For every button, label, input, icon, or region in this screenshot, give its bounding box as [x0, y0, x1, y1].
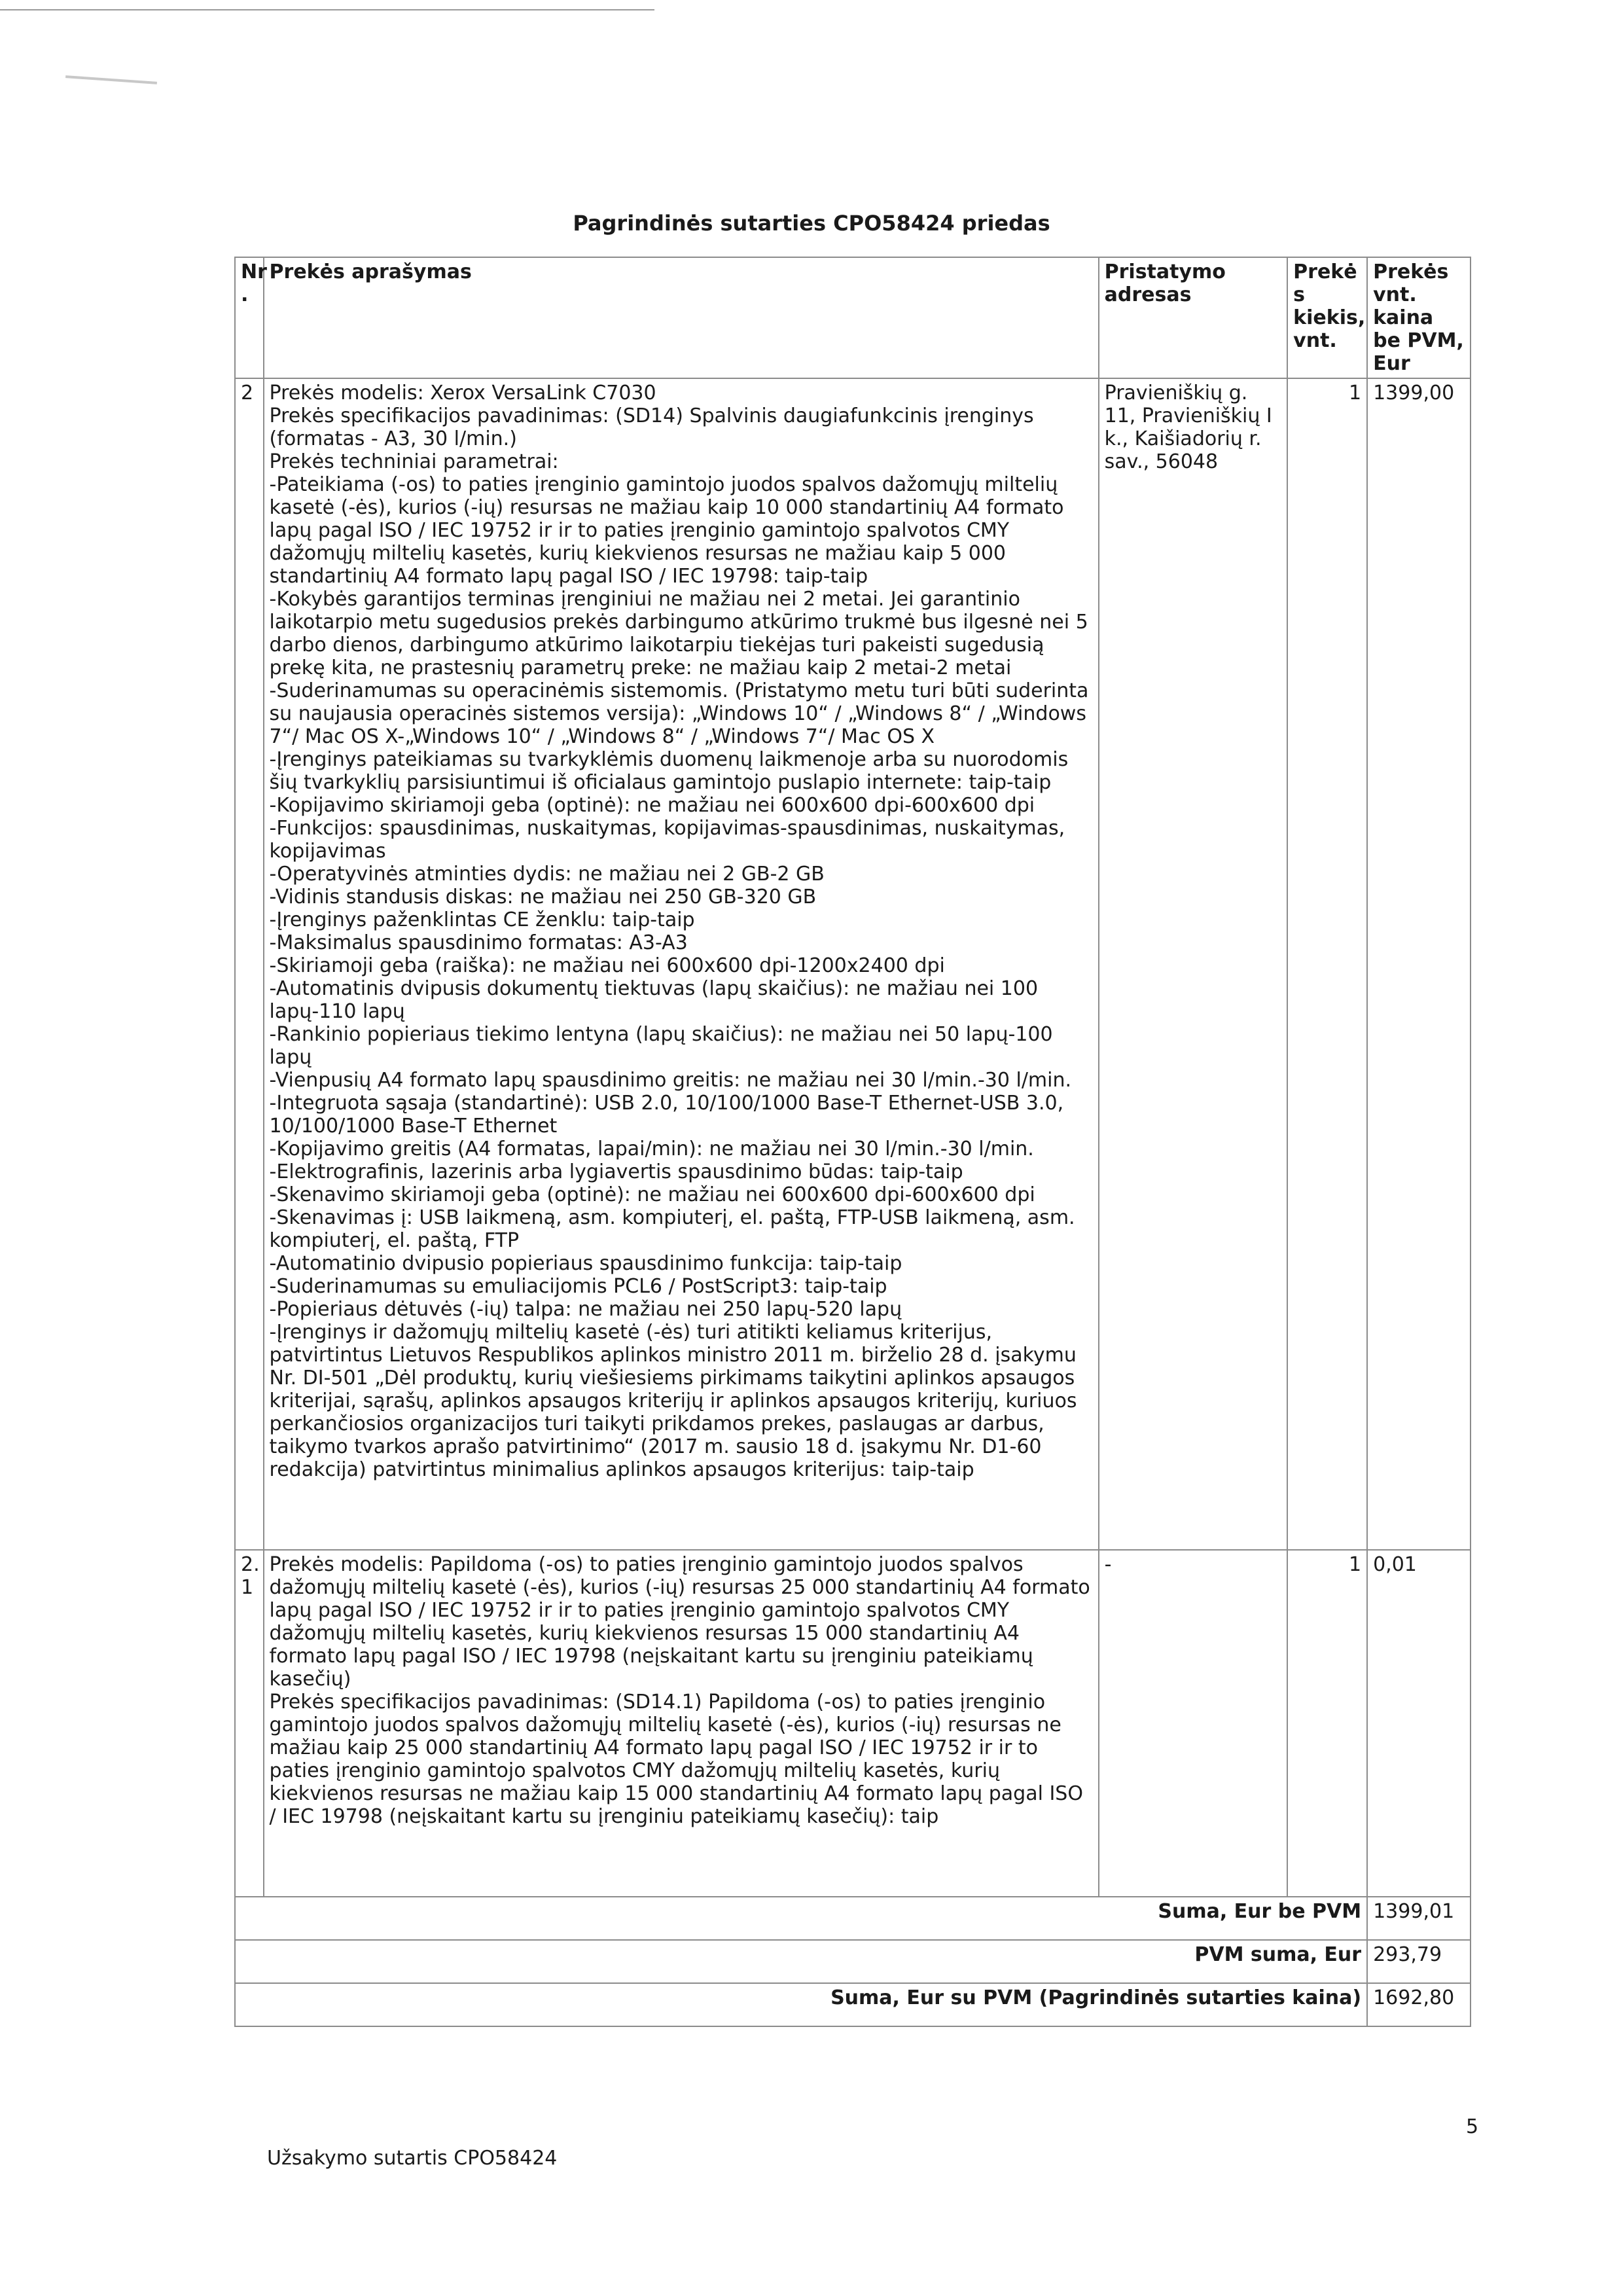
vat-value: 293,79	[1367, 1940, 1471, 1983]
description-line: -Suderinamumas su emuliacijomis PCL6 / PostScript3: taip-taip	[269, 1275, 887, 1298]
total-with-vat-label: Suma, Eur su PVM (Pagrindinės sutarties kaina)	[235, 1983, 1367, 2026]
row-quantity: 1	[1287, 1550, 1367, 1897]
description-line: -Vidinis standusis diskas: ne mažiau nei 250 GB-320 GB	[269, 886, 817, 908]
description-line: -Kopijavimo greitis (A4 formatas, lapai/min): ne mažiau nei 30 l/min.-30 l/min.	[269, 1138, 1034, 1160]
description-line: -Skenavimas į: USB laikmeną, asm. kompiuterį, el. paštą, FTP-USB laikmeną, asm. kompiuterį, el. paštą, FTP	[269, 1206, 1075, 1252]
description-line: -Įrenginys ir dažomųjų miltelių kasetė (-ės) turi atitikti keliamus kriterijus, patvirtintus Lietuvos Respublikos aplinkos ministro 2011 m. birželio 28 d. įsakymu Nr. DI-501 „Dėl produktų, kurių viešiesiems pirkimams taikytini aplinkos apsaugos kriterijai, sąrašų, aplinkos apsaugos kriterijų ir aplinkos apsaugos kriterijų, kuriuos perkančiosios organizacijos turi taikyti prikdamos prekes, paslaugas ar darbus, taikymo tvarkos aprašo patvirtinimo“ (2017 m. sausio 18 d. įsakymu Nr. D1-60 redakcija) patvirtintus minimalius aplinkos apsaugos kriterijus: taip-taip	[269, 1321, 1077, 1481]
description-line: -Pateikiama (-os) to paties įrenginio gamintojo juodos spalvos dažomųjų miltelių kasetė (-ės), kurios (-ių) resursas ne mažiau kaip 10 000 standartinių A4 formato lapų pagal ISO / IEC 19752 ir ir to paties įrenginio gamintojo spalvotos CMY dažomųjų miltelių kasetės, kurių kiekvienos resursas ne mažiau kaip 5 000 standartinių A4 formato lapų pagal ISO / IEC 19798: taip-taip	[269, 473, 1064, 588]
description-line: -Rankinio popieriaus tiekimo lentyna (lapų skaičius): ne mažiau nei 50 lapų-100 lapų	[269, 1023, 1053, 1069]
description-line: -Įrenginys paženklintas CE ženklu: taip-taip	[269, 908, 695, 931]
description-line: -Įrenginys pateikiamas su tvarkyklėmis duomenų laikmenoje arba su nuorodomis šių tvarkyklių parsisiuntimui iš oficialaus gamintojo puslapio internete: taip-taip	[269, 748, 1069, 794]
row-address: Pravieniškių g. 11, Pravieniškių I k., Kaišiadorių r. sav., 56048	[1099, 378, 1288, 1550]
total-with-vat-row	[235, 1983, 1471, 2026]
description-line: -Automatinio dvipusio popieriaus spausdinimo funkcija: taip-taip	[269, 1252, 902, 1275]
row-description	[264, 1550, 1099, 1897]
items-table	[234, 257, 1471, 2027]
scan-edge-line	[0, 9, 654, 10]
description-line: -Kopijavimo skiriamoji geba (optinė): ne mažiau nei 600x600 dpi-600x600 dpi	[269, 794, 1035, 817]
vat-label: PVM suma, Eur	[235, 1940, 1367, 1983]
header-nr: Nr .	[235, 257, 264, 378]
description-line: Prekės techniniai parametrai:	[269, 450, 559, 473]
description-line: -Skiriamoji geba (raiška): ne mažiau nei 600x600 dpi-1200x2400 dpi	[269, 954, 945, 977]
row-description	[264, 378, 1099, 1550]
description-line: -Automatinis dvipusis dokumentų tiektuvas (lapų skaičius): ne mažiau nei 100 lapų-110 lapų	[269, 977, 1039, 1023]
footer-contract-ref: Užsakymo sutartis CPO58424	[267, 2147, 558, 2170]
description-line: Prekės specifikacijos pavadinimas: (SD14.1) Papildoma (-os) to paties įrenginio gamintojo juodos spalvos dažomųjų miltelių kasetė (-ės), kurios (-ių) resursas ne mažiau kaip 25 000 standartinių A4 formato lapų pagal ISO / IEC 19752 ir ir to paties įrenginio gamintojo spalvotos CMY dažomųjų miltelių kasetės, kurių kiekvienos resursas ne mažiau kaip 15 000 standartinių A4 formato lapų pagal ISO / IEC 19798 (neįskaitant kartu su įrenginiu pateikiamų kasečių): taip	[269, 1691, 1083, 1828]
table-row	[235, 1550, 1471, 1897]
description-line: -Popieriaus dėtuvės (-ių) talpa: ne mažiau nei 250 lapų-520 lapų	[269, 1298, 902, 1321]
row-quantity: 1	[1287, 378, 1367, 1550]
description-line: -Elektrografinis, lazerinis arba lygiavertis spausdinimo būdas: taip-taip	[269, 1160, 963, 1183]
row-address: -	[1099, 1550, 1288, 1897]
description-line: -Vienpusių A4 formato lapų spausdinimo greitis: ne mažiau nei 30 l/min.-30 l/min.	[269, 1069, 1072, 1092]
description-line: -Funkcijos: spausdinimas, nuskaitymas, kopijavimas-spausdinimas, nuskaitymas, kopijavimas	[269, 817, 1065, 863]
vat-row	[235, 1940, 1471, 1983]
description-line: -Kokybės garantijos terminas įrenginiui ne mažiau nei 2 metai. Jei garantinio laikotarpio metu sugedusios prekės darbingumo atkūrimo trukmė bus ilgesnė nei 5 darbo dienos, darbingumo atkūrimo laikotarpiu tiekėjas turi pakeisti sugedusią prekę kita, ne prastesnių parametrų preke: ne mažiau kaip 2 metai-2 metai	[269, 588, 1088, 679]
total-with-vat-value: 1692,80	[1367, 1983, 1471, 2026]
row-price: 0,01	[1367, 1550, 1471, 1897]
total-without-vat-row	[235, 1897, 1471, 1940]
description-line: -Maksimalus spausdinimo formatas: A3-A3	[269, 931, 688, 954]
table-row	[235, 378, 1471, 1550]
page-number: 5	[1466, 2115, 1479, 2138]
header-description: Prekės aprašymas	[264, 257, 1099, 378]
row-price: 1399,00	[1367, 378, 1471, 1550]
description-line: -Operatyvinės atminties dydis: ne mažiau nei 2 GB-2 GB	[269, 863, 825, 886]
description-line: Prekės modelis: Xerox VersaLink C7030	[269, 382, 656, 404]
total-without-vat-value: 1399,01	[1367, 1897, 1471, 1940]
document-title: Pagrindinės sutarties CPO58424 priedas	[573, 211, 1050, 236]
description-line: -Skenavimo skiriamoji geba (optinė): ne mažiau nei 600x600 dpi-600x600 dpi	[269, 1183, 1035, 1206]
scan-smudge	[65, 75, 157, 84]
header-price: Prekės vnt. kaina be PVM, Eur	[1367, 257, 1471, 378]
row-nr: 2	[235, 378, 264, 1550]
description-line: -Suderinamumas su operacinėmis sistemomis. (Pristatymo metu turi būti suderinta su naujausia operacinės sistemos versija): „Windows 10“ / „Windows 8“ / „Windows 7“/ Mac OS X-„Windows 10“ / „Windows 8“ / „Windows 7“/ Mac OS X	[269, 679, 1089, 748]
header-address: Pristatymo adresas	[1099, 257, 1288, 378]
description-line: Prekės specifikacijos pavadinimas: (SD14) Spalvinis daugiafunkcinis įrenginys (formatas - A3, 30 l/min.)	[269, 404, 1034, 450]
description-line: Prekės modelis: Papildoma (-os) to paties įrenginio gamintojo juodos spalvos dažomųjų miltelių kasetė (-ės), kurios (-ių) resursas 25 000 standartinių A4 formato lapų pagal ISO / IEC 19752 ir ir to paties įrenginio gamintojo spalvotos CMY dažomųjų miltelių kasetės, kurių kiekvienos resursas 15 000 standartinių A4 formato lapų pagal ISO / IEC 19798 (neįskaitant kartu su įrenginiu pateikiamų kasečių)	[269, 1553, 1090, 1691]
row-nr: 2. 1	[235, 1550, 264, 1897]
description-line: -Integruota sąsaja (standartinė): USB 2.0, 10/100/1000 Base-T Ethernet-USB 3.0, 10/100/1000 Base-T Ethernet	[269, 1092, 1064, 1138]
header-quantity: Prekė s kiekis, vnt.	[1287, 257, 1367, 378]
total-without-vat-label: Suma, Eur be PVM	[235, 1897, 1367, 1940]
table-header-row	[235, 257, 1471, 378]
